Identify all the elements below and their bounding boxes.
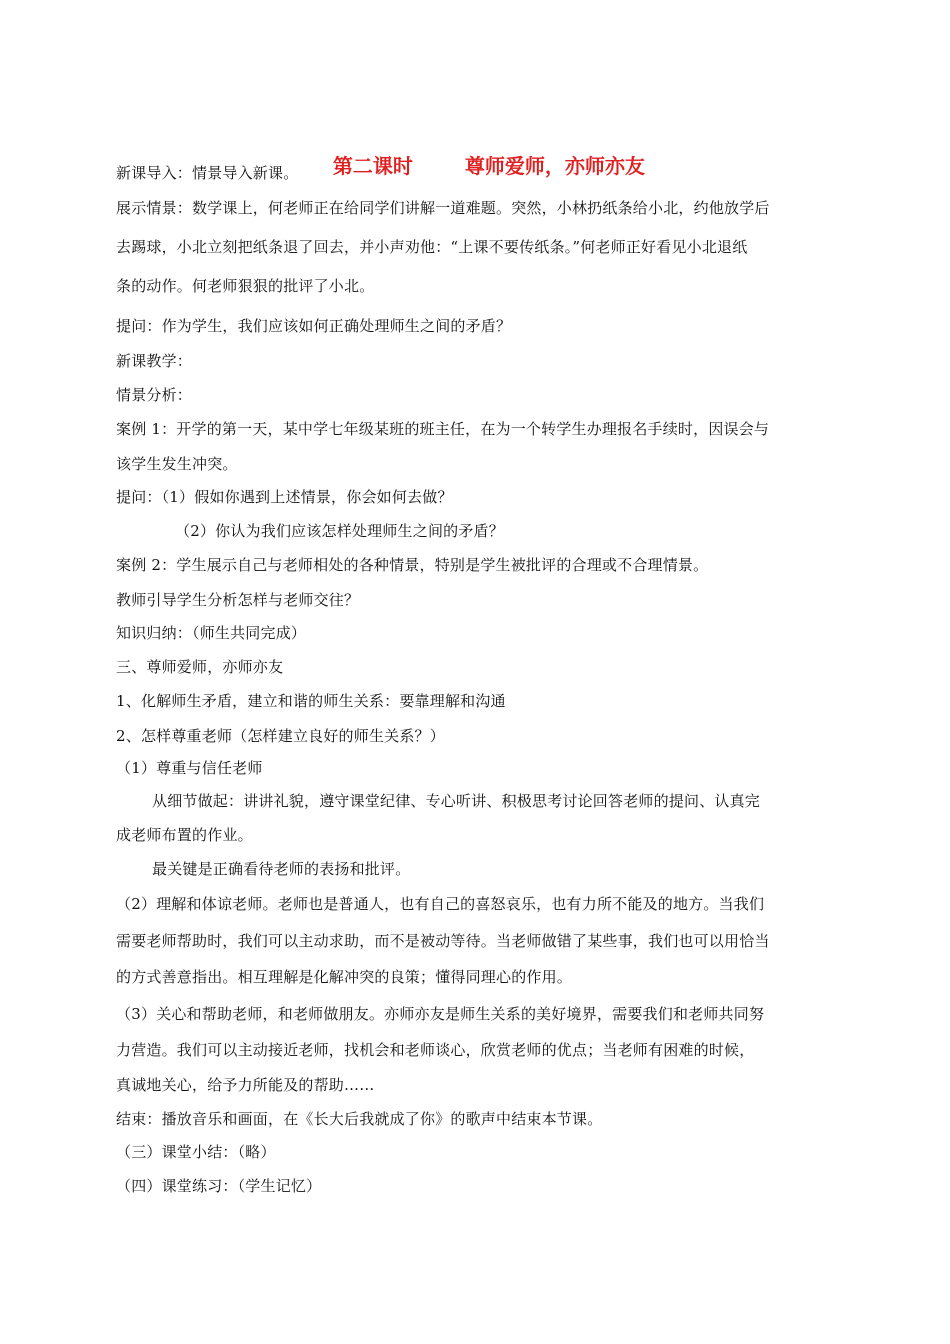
text-line: （四）课堂练习：（学生记忆） bbox=[116, 1177, 322, 1195]
text-line: 提问：作为学生，我们应该如何正确处理师生之间的矛盾？ bbox=[116, 317, 512, 335]
text-line: （2）你认为我们应该怎样处理师生之间的矛盾？ bbox=[175, 522, 504, 540]
text-line: 新课教学： bbox=[116, 352, 193, 370]
text-line: 三、尊师爱师，亦师亦友 bbox=[116, 658, 284, 676]
text-line: 1、化解师生矛盾，建立和谐的师生关系：要靠理解和沟通 bbox=[116, 692, 506, 710]
text-line: 展示情景：数学课上，何老师正在给同学们讲解一道难题。突然，小林扔纸条给小北，约他放学后 bbox=[116, 199, 770, 217]
text-line: 从细节做起：讲讲礼貌，遵守课堂纪律、专心听讲、积极思考讨论回答老师的提问、认真完 bbox=[152, 792, 761, 810]
text-line: 该学生发生冲突。 bbox=[116, 455, 238, 473]
text-line: 去踢球，小北立刻把纸条退了回去，并小声劝他：“上课不要传纸条。”何老师正好看见小北退纸 bbox=[116, 238, 748, 256]
text-line: 最关键是正确看待老师的表扬和批评。 bbox=[152, 860, 411, 878]
text-line: 的方式善意指出。相互理解是化解冲突的良策；懂得同理心的作用。 bbox=[116, 968, 573, 986]
text-line: 2、怎样尊重老师（怎样建立良好的师生关系？） bbox=[116, 727, 445, 745]
text-line: （1）尊重与信任老师 bbox=[116, 759, 263, 777]
title-lesson: 第二课时 bbox=[332, 154, 413, 178]
text-line: 案例 1：开学的第一天，某中学七年级某班的班主任，在为一个转学生办理报名手续时，因误会与 bbox=[116, 420, 770, 438]
text-line: 力营造。我们可以主动接近老师，找机会和老师谈心，欣赏老师的优点；当老师有困难的时候， bbox=[116, 1041, 755, 1059]
text-line: 情景分析： bbox=[116, 386, 193, 404]
text-line: 条的动作。何老师狠狠的批评了小北。 bbox=[116, 277, 375, 295]
text-line: 知识归纳：（师生共同完成） bbox=[116, 624, 307, 642]
text-line: （3）关心和帮助老师，和老师做朋友。亦师亦友是师生关系的美好境界，需要我们和老师共同努 bbox=[116, 1005, 765, 1023]
text-line: 真诚地关心，给予力所能及的帮助…… bbox=[116, 1076, 375, 1094]
text-line: 教师引导学生分析怎样与老师交往？ bbox=[116, 591, 360, 609]
text-line: 成老师布置的作业。 bbox=[116, 826, 253, 844]
text-line: 提问：（1）假如你遇到上述情景，你会如何去做？ bbox=[116, 488, 453, 506]
title-topic: 尊师爱师，亦师亦友 bbox=[464, 154, 645, 178]
text-line: 新课导入：情景导入新课。 bbox=[116, 164, 299, 182]
text-line: （三）课堂小结：（略） bbox=[116, 1143, 276, 1161]
text-line: 案例 2：学生展示自己与老师相处的各种情景，特别是学生被批评的合理或不合理情景。 bbox=[116, 556, 709, 574]
text-line: 需要老师帮助时，我们可以主动求助，而不是被动等待。当老师做错了某些事，我们也可以用恰当 bbox=[116, 932, 770, 950]
text-line: （2）理解和体谅老师。老师也是普通人，也有自己的喜怒哀乐，也有力所不能及的地方。当我们 bbox=[116, 895, 765, 913]
text-line: 结束：播放音乐和画面，在《长大后我就成了你》的歌声中结束本节课。 bbox=[116, 1110, 603, 1128]
